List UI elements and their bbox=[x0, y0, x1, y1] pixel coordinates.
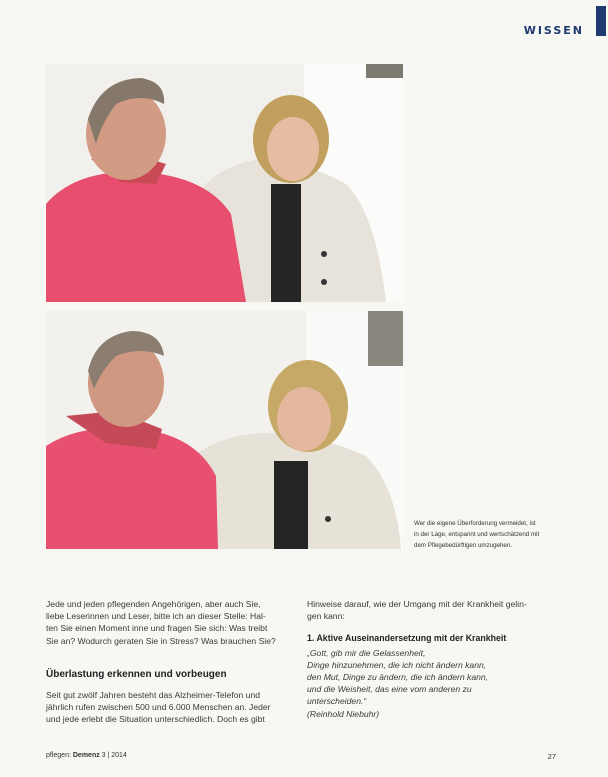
quote-line: „Gott, gib mir die Gelassenheit, bbox=[307, 647, 426, 658]
text-line: liebe Leserinnen und Leser, bitte ich an dieser Stelle: Hal- bbox=[46, 611, 266, 622]
page-number: 27 bbox=[547, 752, 556, 761]
magazine-prefix: pflegen: bbox=[46, 752, 71, 759]
left-column bbox=[46, 598, 301, 726]
text-line: Sie an? Wodurch geraten Sie in Stress? Was brauchen Sie? bbox=[46, 635, 276, 646]
quote-attribution: (Reinhold Niebuhr) bbox=[307, 708, 380, 719]
section-tag: WISSEN bbox=[523, 24, 584, 37]
intro-paragraph bbox=[307, 598, 562, 622]
section-heading: 1. Aktive Auseinandersetzung mit der Krankheit bbox=[307, 633, 507, 644]
text-line: Jede und jeden pflegenden Angehörigen, aber auch Sie, bbox=[46, 599, 261, 609]
quote bbox=[307, 647, 562, 720]
text-line: jährlich rufen zwischen 500 und 6.000 Menschen an. Jeder bbox=[46, 702, 271, 713]
section-bar bbox=[596, 6, 606, 36]
body-paragraph bbox=[46, 689, 301, 726]
photo-couple-talking-icon bbox=[46, 64, 403, 302]
photo-couple-smiling-icon bbox=[46, 311, 403, 549]
caption-line: dem Pflegebedürftigen umzugehen. bbox=[414, 542, 513, 549]
photo-caption bbox=[414, 518, 574, 551]
text-line: gen kann: bbox=[307, 611, 345, 622]
magazine-name: Demenz bbox=[72, 752, 100, 759]
caption-line: Wer die eigene Überforderung vermeidet, ist bbox=[414, 520, 536, 527]
issue-number: 3 | 2014 bbox=[101, 752, 127, 759]
quote-line: unterscheiden.“ bbox=[307, 696, 367, 707]
right-column bbox=[307, 598, 562, 720]
text-line: Hinweise darauf, wie der Umgang mit der Krankheit gelin- bbox=[307, 599, 527, 609]
quote-line: Dinge hinzunehmen, die ich nicht ändern kann, bbox=[307, 659, 487, 670]
intro-paragraph bbox=[46, 598, 301, 647]
text-line: Seit gut zwölf Jahren besteht das Alzheimer-Telefon und bbox=[46, 690, 261, 701]
section-heading: Überlastung erkennen und vorbeugen bbox=[46, 668, 227, 680]
caption-line: in der Lage, entspannt und wertschätzend mit bbox=[414, 531, 540, 538]
text-line: und jede erlebt die Situation unterschiedlich. Doch es gibt bbox=[46, 714, 265, 725]
footer-magazine bbox=[46, 752, 127, 759]
quote-line: und die Weisheit, das eine vom anderen zu bbox=[307, 684, 472, 695]
text-line: ten Sie einen Moment inne und fragen Sie sich: Was treibt bbox=[46, 623, 268, 634]
quote-line: den Mut, Dinge zu ändern, die ich ändern kann, bbox=[307, 672, 489, 683]
